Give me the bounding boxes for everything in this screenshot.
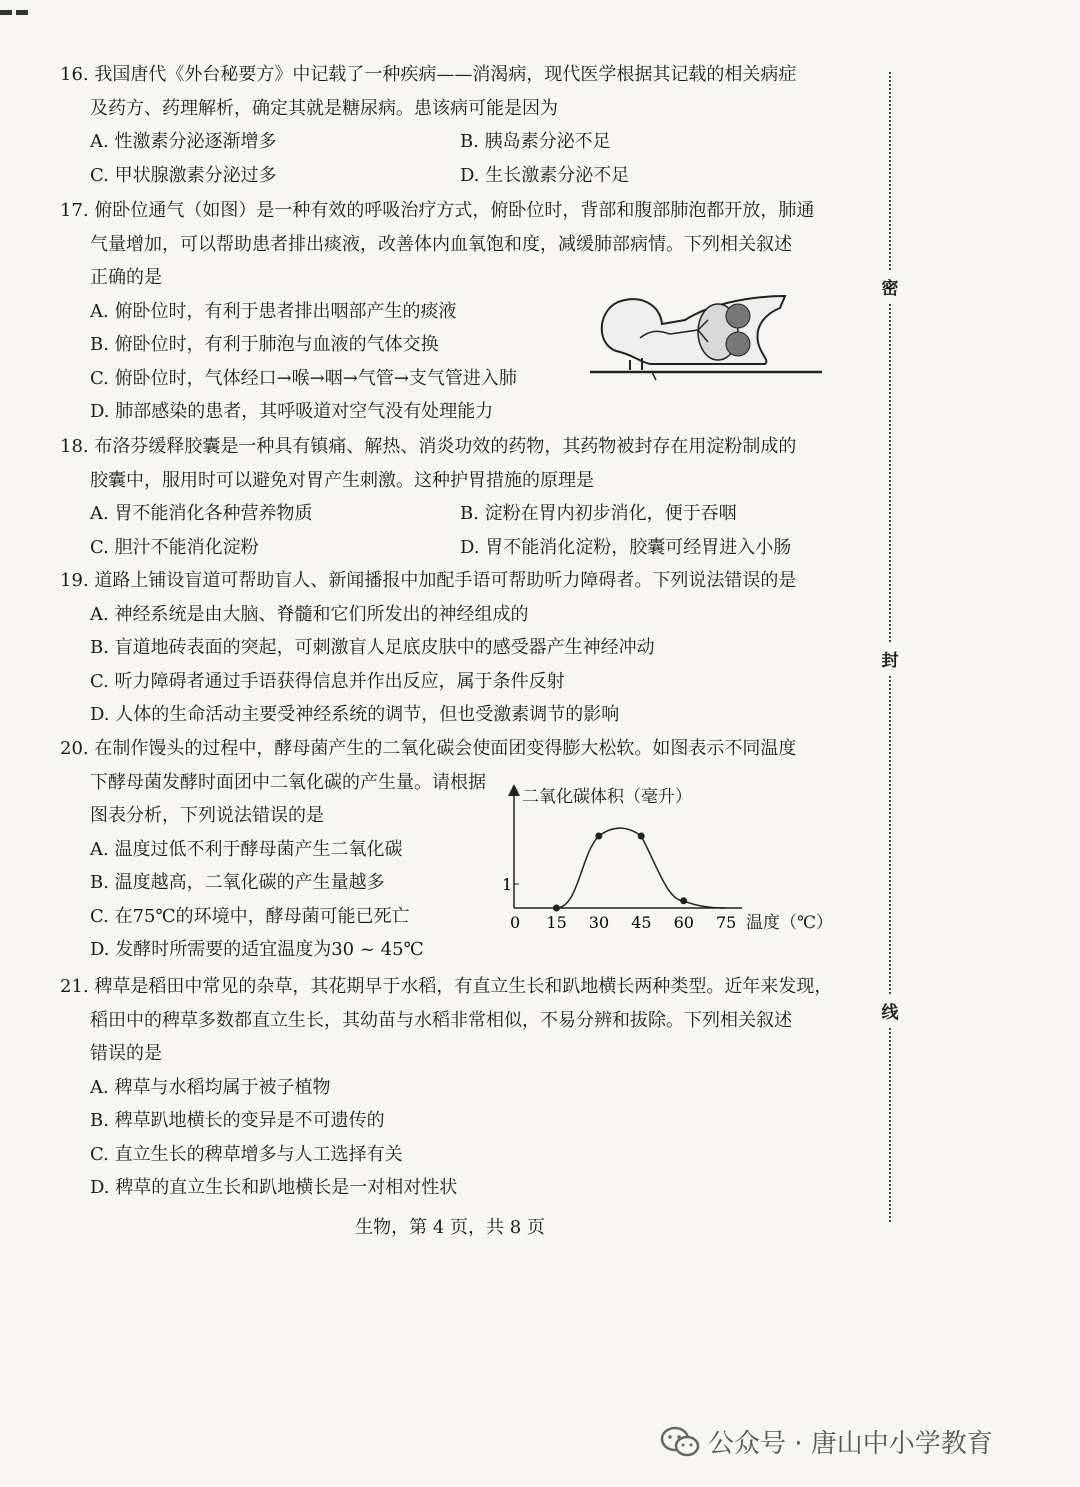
- option-a: A. 性激素分泌逐渐增多: [90, 131, 277, 152]
- x-tick-label: 75: [716, 913, 737, 932]
- question-stem: 21. 稗草是稻田中常见的杂草，其花期早于水稻，有直立生长和趴地横长两种类型。近年来发现，: [60, 976, 833, 997]
- option-b: B. 淀粉在胃内初步消化，便于吞咽: [460, 503, 737, 524]
- question-stem: 稻田中的稗草多数都直立生长，其幼苗与水稻非常相似，不易分辨和拔除。下列相关叙述: [90, 1009, 792, 1031]
- page-footer: 生物，第 4 页，共 8 页: [355, 1217, 545, 1238]
- watermark: [660, 1423, 993, 1460]
- x-tick-label: 45: [631, 913, 652, 932]
- option-c: C. 胆汁不能消化淀粉: [90, 536, 259, 558]
- co2-curve: [556, 828, 726, 908]
- option-c: C. 甲状腺激素分泌过多: [90, 164, 277, 186]
- x-tick-label: 60: [673, 913, 694, 932]
- option-row: [60, 159, 840, 193]
- question-21: [60, 970, 840, 1205]
- question-stem: 胶囊中，服用时可以避免对胃产生刺激。这种护胃措施的原理是: [90, 469, 594, 491]
- option-b: B. 胰岛素分泌不足: [460, 131, 611, 152]
- option-c: C. 在75℃的环境中，酵母菌可能已死亡: [90, 905, 410, 927]
- option-row: [60, 531, 840, 565]
- data-point: [595, 833, 602, 840]
- question-stem: 图表分析，下列说法错误的是: [90, 805, 324, 826]
- question-stem: 20. 在制作馒头的过程中，酵母菌产生的二氧化碳会使面团变得膨大松软。如图表示不同温度: [60, 738, 797, 759]
- question-stem: 错误的是: [90, 1043, 162, 1064]
- question-stem: 18. 布洛芬缓释胶囊是一种具有镇痛、解热、消炎功效的药物，其药物被封存在用淀粉制成的: [60, 436, 797, 457]
- y-axis-label: 二氧化碳体积（毫升）: [522, 787, 692, 807]
- question-stem: 气量增加，可以帮助患者排出痰液，改善体内血氧饱和度，减缓肺部病情。下列相关叙述: [90, 233, 792, 255]
- option-row: [60, 125, 840, 159]
- binding-char-feng: 封: [880, 642, 900, 675]
- x-tick-label: 30: [588, 913, 610, 932]
- option-a: A. 稗草与水稻均属于被子植物: [90, 1076, 331, 1098]
- option-a: A. 温度过低不利于酵母菌产生二氧化碳: [90, 838, 403, 860]
- data-point: [638, 833, 645, 840]
- option-b: B. 稗草趴地横长的变异是不可遗传的: [90, 1110, 385, 1131]
- question-stem: 16. 我国唐代《外台秘要方》中记载了一种疾病——消渴病，现代医学根据其记载的相关病症: [60, 64, 797, 85]
- option-b: B. 盲道地砖表面的突起，可刺激盲人足底皮肤中的感受器产生神经冲动: [90, 637, 655, 658]
- option-a: A. 俯卧位时，有利于患者排出咽部产生的痰液: [90, 300, 457, 322]
- question-19: [60, 564, 840, 732]
- option-d: D. 稗草的直立生长和趴地横长是一对相对性状: [90, 1177, 458, 1198]
- option-d: D. 人体的生命活动主要受神经系统的调节，但也受激素调节的影响: [90, 704, 620, 725]
- option-b: B. 温度越高，二氧化碳的产生量越多: [90, 872, 385, 893]
- wechat-icon: [660, 1426, 700, 1458]
- question-stem: 下酵母菌发酵时面团中二氧化碳的产生量。请根据: [90, 771, 486, 793]
- option-a: A. 胃不能消化各种营养物质: [90, 503, 313, 524]
- option-a: A. 神经系统是由大脑、脊髓和它们所发出的神经组成的: [90, 603, 529, 625]
- option-d: D. 发酵时所需要的适宜温度为30 ~ 45℃: [90, 939, 424, 960]
- option-d: D. 肺部感染的患者，其呼吸道对空气没有处理能力: [90, 401, 494, 422]
- option-c: C. 直立生长的稗草增多与人工选择有关: [90, 1143, 403, 1165]
- question-stem: 正确的是: [90, 267, 162, 288]
- option-row: [60, 497, 840, 531]
- x-tick-label: 0: [510, 913, 521, 932]
- option-c: C. 听力障碍者通过手语获得信息并作出反应，属于条件反射: [90, 670, 565, 692]
- option-b: B. 俯卧位时，有利于肺泡与血液的气体交换: [90, 334, 439, 355]
- binding-char-xian: 线: [880, 994, 900, 1027]
- option-d: D. 胃不能消化淀粉，胶囊可经胃进入小肠: [460, 536, 792, 558]
- question-stem: 17. 俯卧位通气（如图）是一种有效的呼吸治疗方式，俯卧位时，背部和腹部肺泡都开放，肺通: [60, 200, 815, 221]
- question-16: [60, 58, 840, 192]
- x-axis-label: 温度（℃）: [746, 913, 834, 933]
- question-18: [60, 430, 840, 564]
- corner-mark: [0, 0, 40, 6]
- binding-char-mi: 密: [880, 270, 900, 303]
- question-stem: 及药方、药理解析，确定其就是糖尿病。患该病可能是因为: [90, 97, 558, 119]
- prone-position-figure: [590, 290, 822, 382]
- co2-temperature-chart: [492, 780, 837, 938]
- watermark-text: 公众号 · 唐山中小学教育: [708, 1429, 993, 1459]
- x-tick-label: 15: [546, 913, 567, 932]
- data-point: [680, 897, 687, 904]
- option-d: D. 生长激素分泌不足: [460, 164, 630, 186]
- option-c: C. 俯卧位时，气体经口→喉→咽→气管→支气管进入肺: [90, 367, 517, 389]
- data-point: [553, 905, 560, 912]
- question-stem: 19. 道路上铺设盲道可帮助盲人、新闻播报中加配手语可帮助听力障碍者。下列说法错误的是: [60, 570, 797, 591]
- y-tick-label: 1: [502, 875, 513, 894]
